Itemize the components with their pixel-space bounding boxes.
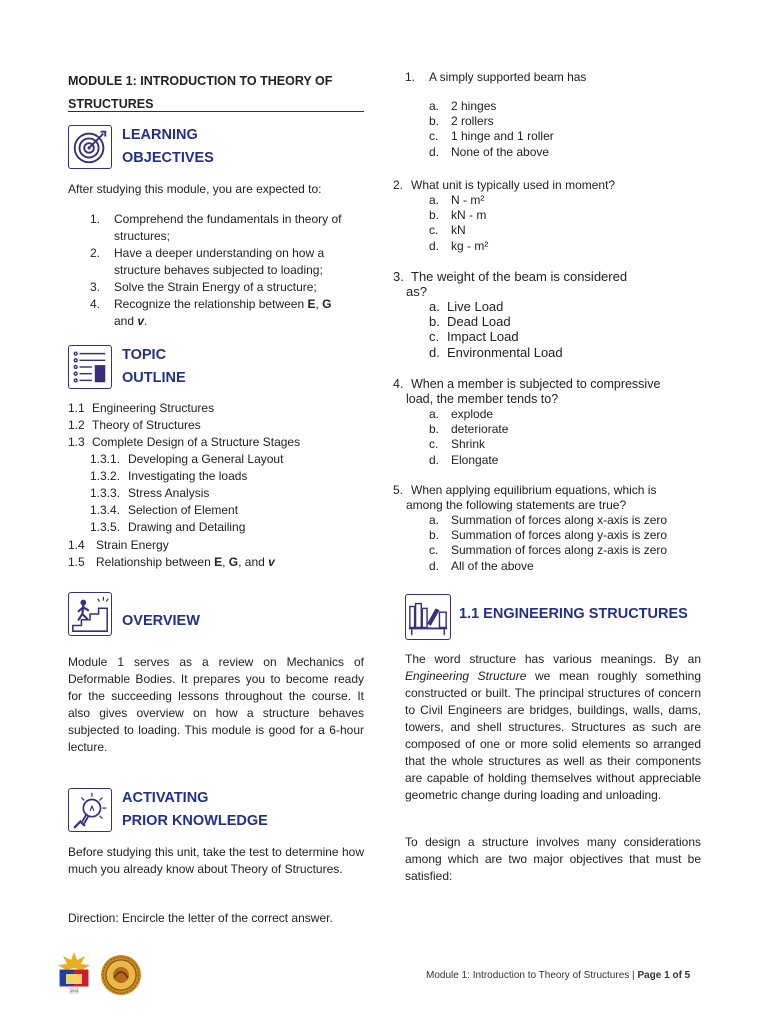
question-1: 1. A simply supported beam has a. 2 hinges b. 2 rollers c. 1 hinge and 1 roller d. None of the above [405, 70, 715, 160]
list-item: d. All of the above [429, 558, 534, 573]
list-item: 4. Recognize the relationship between E, G [90, 297, 332, 311]
list-item: 1. Comprehend the fundamentals in theory of [90, 212, 342, 226]
list-item: b. Summation of forces along y-axis is zero [429, 528, 668, 543]
question-2: 2. What unit is typically used in moment? a. N - m² b. kN - m c. kN d. kg - m² [393, 178, 713, 254]
outline-list-icon [68, 345, 112, 389]
question-3: 3. The weight of the beam is considered as? a. Live Load b. Dead Load c. Impact Load d. Environmental Load [393, 269, 713, 360]
deped-seal-logo [52, 950, 96, 996]
bookshelf-icon [405, 594, 451, 640]
question-4: 4. When a member is subjected to compressive load, the member tends to? a. explode b. deteriorate c. Shrink d. Elongate [393, 377, 713, 468]
list-item: a. Live Load [429, 299, 504, 314]
title-rule [68, 111, 364, 112]
list-item: 1.3.3. Stress Analysis [90, 486, 210, 500]
list-item: 1.4 Strain Energy [68, 538, 169, 552]
lightbulb-icon [68, 788, 112, 832]
list-item: 1.5 Relationship between E, G, and v [68, 555, 275, 569]
footer-module-label: Module 1: Introduction to Theory of Structures | Page 1 of 5 [426, 970, 691, 981]
list-item: b. kN - m [429, 208, 487, 223]
list-item: b. 2 rollers [429, 114, 494, 129]
list-item: d. Environmental Load [429, 344, 563, 360]
overview-heading: OVERVIEW [122, 613, 200, 629]
list-item: 1.3.1. Developing a General Layout [90, 452, 284, 466]
activating-heading: ACTIVATING PRIOR KNOWLEDGE [122, 790, 268, 829]
list-item: c. kN [429, 223, 466, 238]
list-item: 1.3.5. Drawing and Detailing [90, 520, 246, 534]
topic-outline-heading: TOPIC OUTLINE [122, 347, 186, 386]
list-item: d. kg - m² [429, 238, 489, 253]
list-item: a. 2 hinges [429, 99, 497, 113]
list-item: 1.3.2. Investigating the loads [90, 469, 248, 483]
list-item: 1.3.4. Selection of Element [90, 503, 239, 517]
overview-body: Module 1 serves as a review on Mechanics of Deformable Bodies. It prepares you to become ready for the succeeding lessons throughout the course. It also gives overview on how a structure behaves subjected to loading. This module is good for a 6-hour lecture. [68, 655, 364, 754]
list-item: 1.3 Complete Design of a Structure Stages [68, 435, 301, 449]
list-item: a. N - m² [429, 193, 485, 207]
stairs-climber-icon [68, 592, 112, 636]
list-item: c. 1 hinge and 1 roller [429, 129, 554, 144]
list-item: c. Shrink [429, 437, 486, 452]
topic-list [68, 400, 364, 571]
list-item: d. None of the above [429, 144, 550, 159]
list-item: d. Elongate [429, 452, 499, 467]
school-seal-logo [100, 954, 142, 996]
list-item: a. Summation of forces along x-axis is zero [429, 513, 668, 527]
direction-text: Direction: Encircle the letter of the correct answer. [68, 911, 333, 925]
list-item: c. Summation of forces along z-axis is zero [429, 543, 668, 558]
list-item: b. deteriorate [429, 422, 509, 437]
learning-objectives-heading: LEARNING OBJECTIVES [122, 127, 214, 166]
objectives-list: 1. Comprehend the fundamentals in theory of structures; 2. Have a deeper understanding on how a structure behaves subjected to loading; 3. Solve the Strain Energy of a structure; 4. Recognize the relationship between E, G and v. [90, 211, 370, 330]
svg-text:1904: 1904 [70, 989, 78, 993]
list-item: 3. Solve the Strain Energy of a structure; [90, 280, 317, 294]
eng-paragraph-1: The word structure has various meanings. By an Engineering Structure we mean roughly something constructed or built. The principal structures of concern to Civil Engineers are bridges, buildings, walls, dams, towers, and shell structures. Structures as such are composed of one or more solid elements so arranged that the whole structures as well as their components are capable of holding themselves without appreciable geometric change during loading and unloading. [405, 652, 701, 802]
module-title: MODULE 1: INTRODUCTION TO THEORY OF STRUCTURES [68, 74, 333, 111]
list-item: 2. Have a deeper understanding on how a [90, 246, 325, 260]
list-item: 1.2 Theory of Structures [68, 418, 201, 432]
eng-paragraph-2: To design a structure involves many considerations among which are two major objectives that must be satisfied: [405, 835, 701, 883]
target-icon [68, 125, 112, 169]
list-item: c. Impact Load [429, 329, 519, 345]
learning-intro: After studying this module, you are expected to: [68, 182, 322, 196]
engineering-structures-heading: 1.1 ENGINEERING STRUCTURES [459, 606, 688, 622]
question-5: 5. When applying equilibrium equations, which is among the following statements are true? a. Summation of forces along x-axis is zero b. Summation of forces along y-axis is zero c. Summation of forces along z-axis is zero d. All of the above [393, 483, 713, 574]
list-item: 1.1 Engineering Structures [68, 401, 215, 415]
activating-body: Before studying this unit, take the test to determine how much you already know about Theory of Structures. [68, 845, 364, 876]
list-item: a. explode [429, 407, 494, 421]
page-number: Page 1 of 5 [637, 970, 691, 981]
list-item: b. Dead Load [429, 314, 511, 330]
